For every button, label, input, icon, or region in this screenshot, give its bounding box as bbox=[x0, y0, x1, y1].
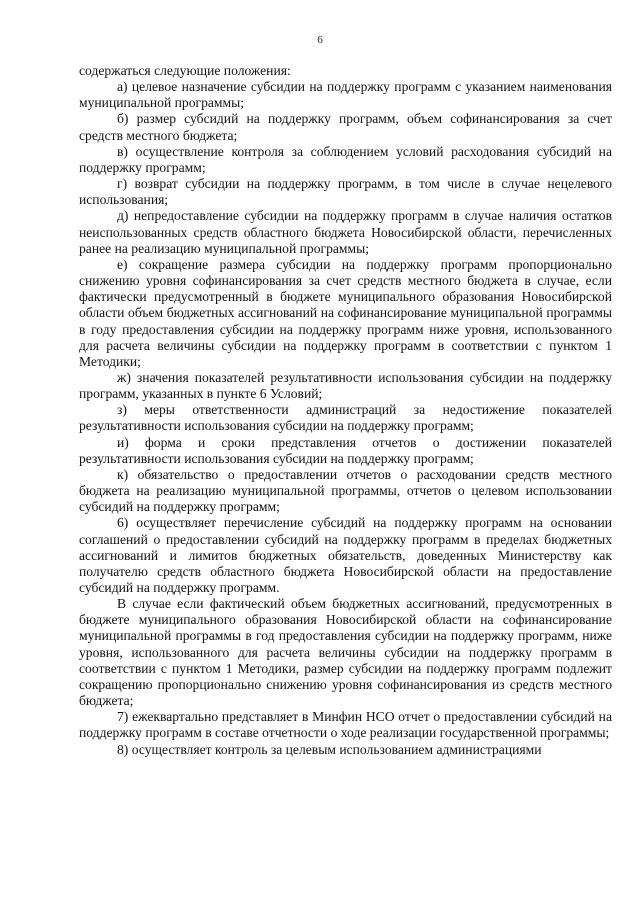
paragraph-item-a: а) целевое назначение субсидии на поддержку программ с указанием наименования муниципальной программы; bbox=[79, 79, 612, 111]
paragraph-item-d: д) непредоставление субсидии на поддержку программ в случае наличия остатков неиспользованных средств областного бюджета Новосибирской области, перечисленных ранее на реализацию муниципальной программы; bbox=[79, 208, 612, 256]
paragraph-item-g: г) возврат субсидии на поддержку программ, в том числе в случае нецелевого использования; bbox=[79, 176, 612, 208]
document-body bbox=[79, 63, 612, 758]
paragraph-item-b: б) размер субсидий на поддержку программ, объем софинансирования за счет средств местного бюджета; bbox=[79, 111, 612, 143]
paragraph-item-z: з) меры ответственности администраций за недостижение показателей результативности использования субсидии на поддержку программ; bbox=[79, 402, 612, 434]
paragraph-point-7: 7) ежеквартально представляет в Минфин НСО отчет о предоставлении субсидий на поддержку программ в составе отчетности о ходе реализации государственной программы; bbox=[79, 709, 612, 741]
paragraph-point-6: 6) осуществляет перечисление субсидий на поддержку программ на основании соглашений о предоставлении субсидий на поддержку программ в пределах бюджетных ассигнований и лимитов бюджетных обязательств, доведенных Министерству как получателю средств областного бюджета Новосибирской области на предоставление субсидий на поддержку программ. bbox=[79, 515, 612, 595]
paragraph-item-zh: ж) значения показателей результативности использования субсидии на поддержку программ, указанных в пункте 6 Условий; bbox=[79, 369, 612, 402]
page-number: 6 bbox=[317, 34, 323, 46]
paragraph-item-v: в) осуществление контроля за соблюдением условий расходования субсидий на поддержку программ; bbox=[79, 143, 612, 175]
paragraph-reduction-case: В случае если фактический объем бюджетных ассигнований, предусмотренных в бюджете муниципального образования Новосибирской области на софинансирование муниципальной программы в год предоставления субсидии на поддержку программ, ниже уровня, использованного для расчета величины субсидии на поддержку программ в соответствии с пунктом 1 Методики, размер субсидии на поддержку программ подлежит сокращению пропорционально снижению уровня софинансирования из средств местного бюджета; bbox=[79, 596, 612, 709]
paragraph-point-8: 8) осуществляет контроль за целевым использованием администрациями bbox=[117, 741, 542, 757]
paragraph-continuation: содержаться следующие положения: bbox=[79, 63, 291, 78]
paragraph-item-k: к) обязательство о предоставлении отчетов о расходовании средств местного бюджета на реализацию муниципальной программы, отчетов о целевом использовании субсидий на поддержку программ; bbox=[79, 466, 612, 515]
paragraph-item-i: и) форма и сроки представления отчетов о достижении показателей результативности использования субсидии на поддержку программ; bbox=[79, 434, 612, 466]
paragraph-item-e: е) сокращение размера субсидии на поддержку программ пропорционально снижению уровня софинансирования за счет средств местного бюджета в случае, если фактически предусмотренный в бюджете муниципального образования Новосибирской области объем бюджетных ассигнований на софинансирование муниципальной программы в году предоставления субсидии на поддержку программ ниже уровня, использованного для расчета величины субсидии на поддержку программ в соответствии с пунктом 1 Методики; bbox=[79, 256, 612, 369]
